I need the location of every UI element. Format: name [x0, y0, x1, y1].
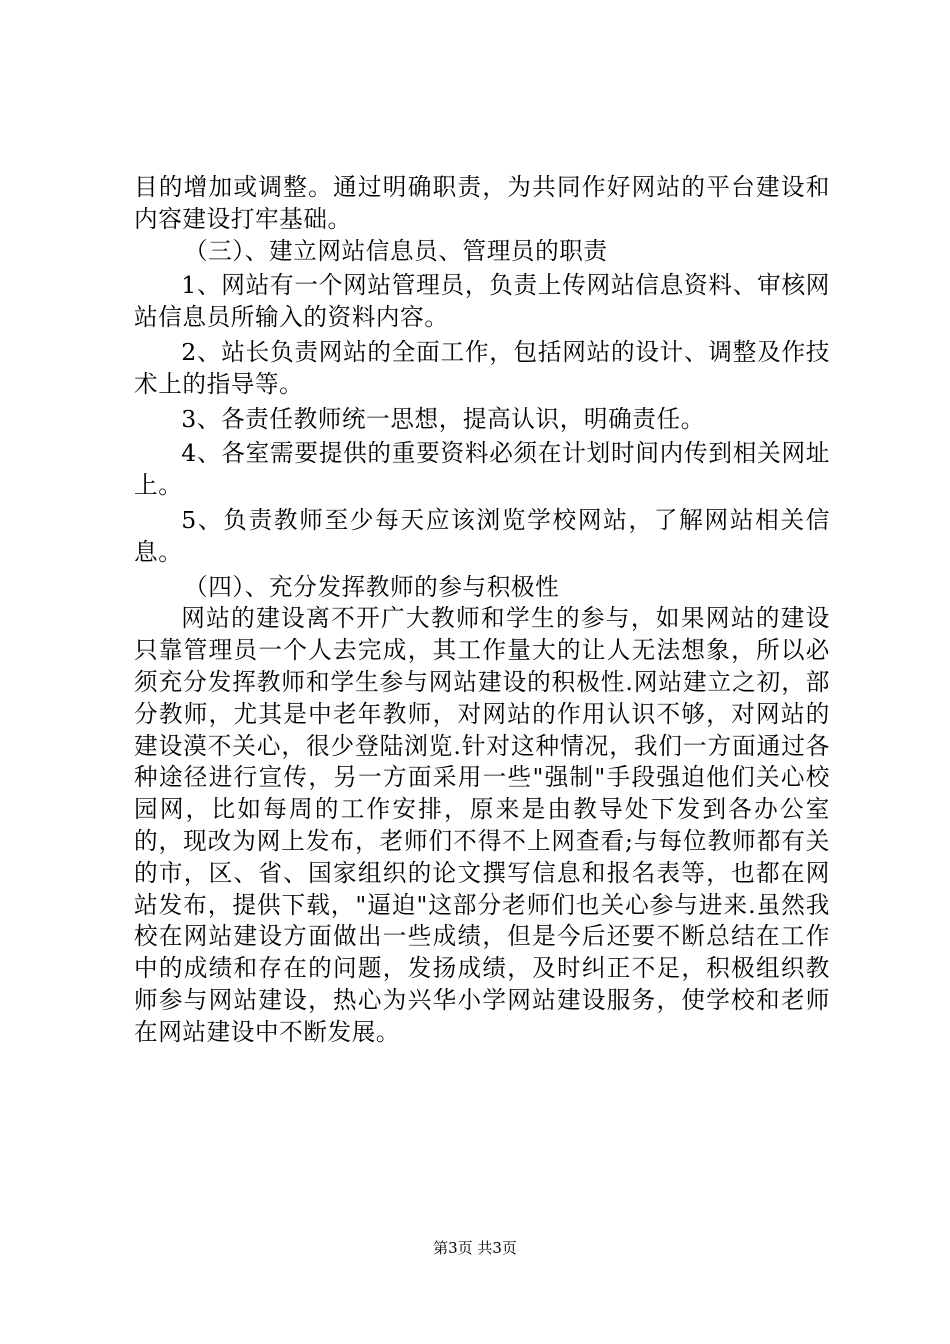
paragraph-continuation: 目的增加或调整。通过明确职责，为共同作好网站的平台建设和内容建设打牢基础。: [134, 173, 830, 233]
paragraph-item-4: 4、各室需要提供的重要资料必须在计划时间内传到相关网址上。: [134, 439, 830, 500]
section-heading-three: （三）、建立网站信息员、管理员的职责: [184, 236, 608, 265]
paragraph-item-1: 1、网站有一个网站管理员，负责上传网站信息资料、审核网站信息员所输入的资料内容。: [134, 271, 830, 332]
paragraph-item-3: 3、各责任教师统一思想，提高认识，明确责任。: [181, 404, 705, 433]
paragraph-item-5: 5、负责教师至少每天应该浏览学校网站，了解网站相关信息。: [134, 505, 830, 566]
document-body: [134, 172, 830, 1049]
paragraph-item-2: 2、站长负责网站的全面工作，包括网站的设计、调整及作技术上的指导等。: [134, 337, 830, 398]
paragraph-participation: 网站的建设离不开广大教师和学生的参与，如果网站的建设只靠管理员一个人去完成，其工作量大的让人无法想象，所以必须充分发挥教师和学生参与网站建设的积极性.网站建立之初，部分教师，尤其是中老年教师，对网站的作用认识不够，对网站的建设漠不关心，很少登陆浏览.针对这种情况，我们一方面通过各种途径进行宣传，另一方面采用一些"强制"手段强迫他们关心校园网，比如每周的工作安排，原来是由教导处下发到各办公室的，现改为网上发布，老师们不得不上网查看;与每位教师都有关的市，区、省、国家组织的论文撰写信息和报名表等，也都在网站发布，提供下载，"逼迫"这部分老师们也关心参与进来.虽然我校在网站建设方面做出一些成绩，但是今后还要不断总结在工作中的成绩和存在的问题，发扬成绩，及时纠正不足，积极组织教师参与网站建设，热心为兴华小学网站建设服务，使学校和老师在网站建设中不断发展。: [134, 604, 830, 1046]
page-footer: 第3页 共3页: [433, 1239, 517, 1257]
section-heading-four: （四）、充分发挥教师的参与积极性: [184, 572, 560, 601]
